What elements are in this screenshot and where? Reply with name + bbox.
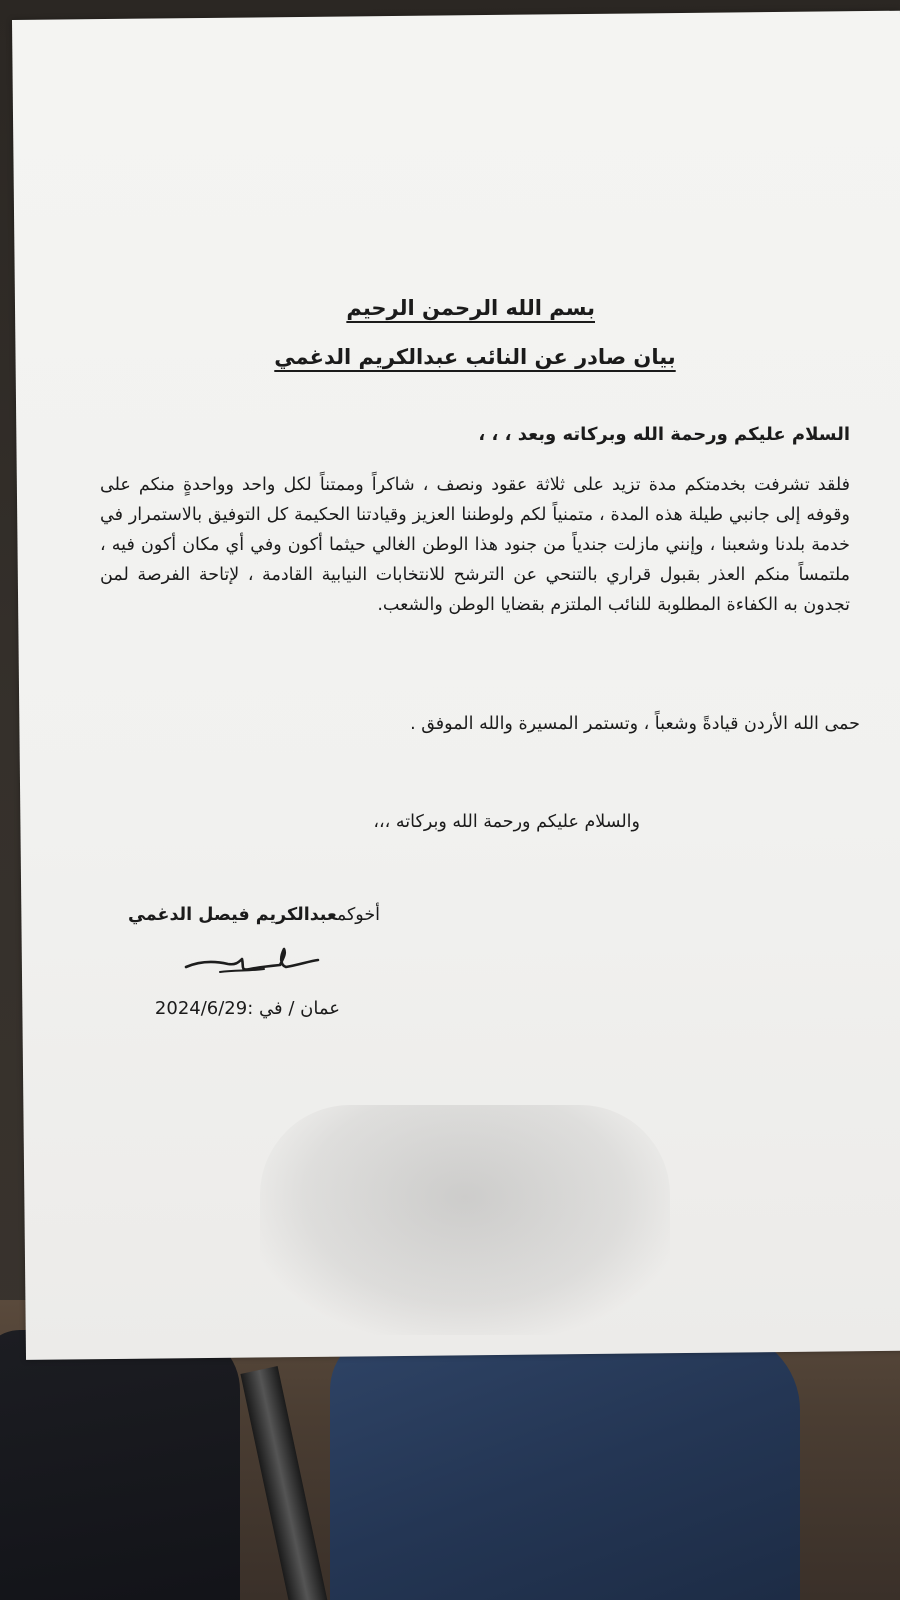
place-label: عمان / في: [259, 998, 340, 1019]
signature-line: [100, 905, 380, 925]
jeans-leg: [330, 1330, 800, 1600]
signature-prefix: أخوكم: [336, 905, 380, 925]
farewell-line: والسلام عليكم ورحمة الله وبركاته ،،،: [373, 812, 640, 832]
basmala-heading: بسم الله الرحمن الرحيم: [346, 296, 595, 320]
signature-name: عبدالكريم فيصل الدغمي: [128, 905, 337, 925]
closing-prayer: حمى الله الأردن قيادةً وشعباً ، وتستمر المسيرة والله الموفق .: [410, 714, 860, 734]
opening-greeting: السلام عليكم ورحمة الله وبركاته وبعد ، ، ،: [478, 424, 850, 445]
dark-trouser-leg: [0, 1330, 240, 1600]
handwritten-signature: [180, 945, 330, 985]
phone-shadow: [260, 1105, 670, 1335]
statement-title: بيان صادر عن النائب عبدالكريم الدغمي: [274, 345, 676, 369]
letter-date: :2024/6/29: [154, 998, 254, 1019]
statement-body: فلقد تشرفت بخدمتكم مدة تزيد على ثلاثة عقود ونصف ، شاكراً وممتناً لكل واحد وواحدةٍ منكم على وقوفه إلى جانبي طيلة هذه المدة ، متمنياً لكم ولوطننا العزيز وقيادتنا الحكيمة كل التوفيق بالاستمرار في خدمة بلدنا وشعبنا ، وإنني مازلت جندياً من جنود هذا الوطن الغالي حيثما أكون وفي أي مكان أكون فيه ، ملتمساً منكم العذر بقبول قراري بالتنحي عن الترشح للانتخابات النيابية القادمة ، لإتاحة الفرصة لمن تجدون به الكفاءة المطلوبة للنائب الملتزم بقضايا الوطن والشعب.: [100, 475, 850, 615]
place-date-line: [110, 998, 340, 1019]
